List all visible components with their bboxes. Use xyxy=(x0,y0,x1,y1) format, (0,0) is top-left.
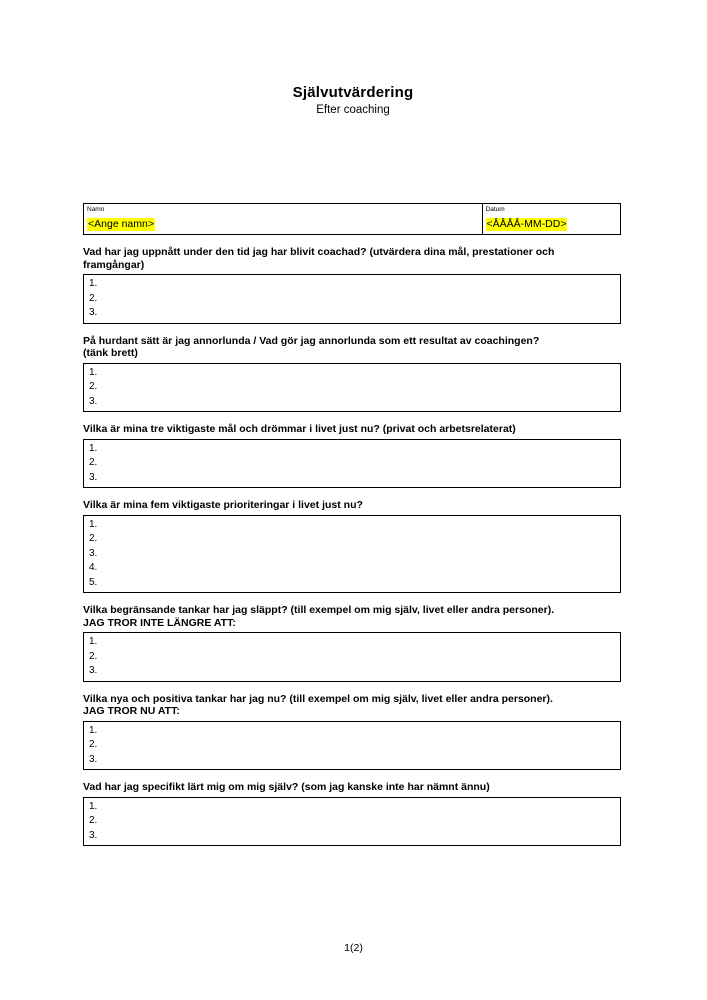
question-label xyxy=(83,693,621,718)
name-field[interactable]: <Ange namn> xyxy=(88,218,154,230)
answer-line[interactable]: 1. xyxy=(89,800,98,812)
question-line-1: Vad har jag uppnått under den tid jag har blivit coachad? (utvärdera dina mål, prestationer och xyxy=(83,246,555,258)
answer-box[interactable] xyxy=(83,363,621,413)
question-line-1: Vilka begränsande tankar har jag släppt? (till exempel om mig själv, livet eller andra personer). xyxy=(83,604,555,616)
answer-line[interactable]: 1. xyxy=(89,366,98,378)
question-label xyxy=(83,781,621,794)
answer-box[interactable] xyxy=(83,439,621,489)
question-line-2: JAG TROR NU ATT: xyxy=(83,705,180,717)
answer-line[interactable]: 3. xyxy=(89,395,98,407)
name-value-wrap xyxy=(84,214,482,234)
question-label xyxy=(83,423,621,436)
question-line-1: Vilka är mina fem viktigaste prioriteringar i livet just nu? xyxy=(83,499,363,511)
page-title: Självutvärdering xyxy=(292,84,414,101)
answer-line[interactable]: 2. xyxy=(89,739,98,750)
answer-line[interactable]: 1. xyxy=(89,442,98,454)
answer-line[interactable]: 3. xyxy=(89,471,98,483)
answer-line[interactable]: 1. xyxy=(89,518,98,530)
answer-line[interactable]: 3. xyxy=(89,665,98,676)
answer-line[interactable]: 2. xyxy=(89,533,98,544)
question-line-1: På hurdant sätt är jag annorlunda / Vad gör jag annorlunda som ett resultat av coachingen? xyxy=(83,334,540,347)
answer-line[interactable]: 1. xyxy=(89,724,98,736)
answer-box[interactable] xyxy=(83,797,621,847)
question-label xyxy=(83,335,621,360)
question-line-2: framgångar) xyxy=(83,258,145,271)
answer-line[interactable]: 3. xyxy=(89,753,98,765)
question-line-1: Vilka nya och positiva tankar har jag nu? (till exempel om mig själv, livet eller andra personer). xyxy=(83,692,553,705)
question-label xyxy=(83,246,621,271)
question-line-1: Vad har jag specifikt lärt mig om mig själv? (som jag kanske inte har nämnt ännu) xyxy=(83,781,490,793)
answer-line[interactable]: 2. xyxy=(89,292,98,304)
question-line-2: JAG TROR INTE LÄNGRE ATT: xyxy=(83,616,236,629)
answer-line[interactable]: 3. xyxy=(89,829,98,841)
answer-line[interactable]: 3. xyxy=(89,547,98,559)
answer-box[interactable] xyxy=(83,274,621,324)
answer-line[interactable]: 4. xyxy=(89,562,98,573)
answer-box[interactable] xyxy=(83,721,621,771)
meta-table xyxy=(83,203,621,235)
answer-box[interactable] xyxy=(83,632,621,682)
answer-line[interactable]: 1. xyxy=(89,636,98,647)
answer-line[interactable]: 3. xyxy=(89,307,98,318)
answer-box[interactable] xyxy=(83,515,621,594)
date-label: Datum xyxy=(485,206,505,213)
question-label xyxy=(83,499,621,512)
date-value-wrap xyxy=(483,214,620,234)
page-subtitle: Efter coaching xyxy=(316,104,390,116)
name-label: Namn xyxy=(87,206,105,213)
question-line-2: (tänk brett) xyxy=(83,347,138,359)
answer-line[interactable]: 2. xyxy=(89,815,98,826)
document-body xyxy=(83,0,623,846)
answer-line[interactable]: 1. xyxy=(89,278,98,289)
name-cell xyxy=(84,204,483,234)
answer-line[interactable]: 2. xyxy=(89,381,98,392)
question-line-1: Vilka är mina tre viktigaste mål och drömmar i livet just nu? (privat och arbetsrelaterat) xyxy=(83,423,516,435)
date-cell xyxy=(483,204,620,234)
question-label xyxy=(83,604,621,629)
answer-line[interactable]: 2. xyxy=(89,650,98,662)
page-footer: 1(2) xyxy=(344,942,363,954)
date-field[interactable]: <ÅÅÅÅ-MM-DD> xyxy=(486,218,567,230)
answer-line[interactable]: 2. xyxy=(89,457,98,468)
answer-line[interactable]: 5. xyxy=(89,576,98,588)
